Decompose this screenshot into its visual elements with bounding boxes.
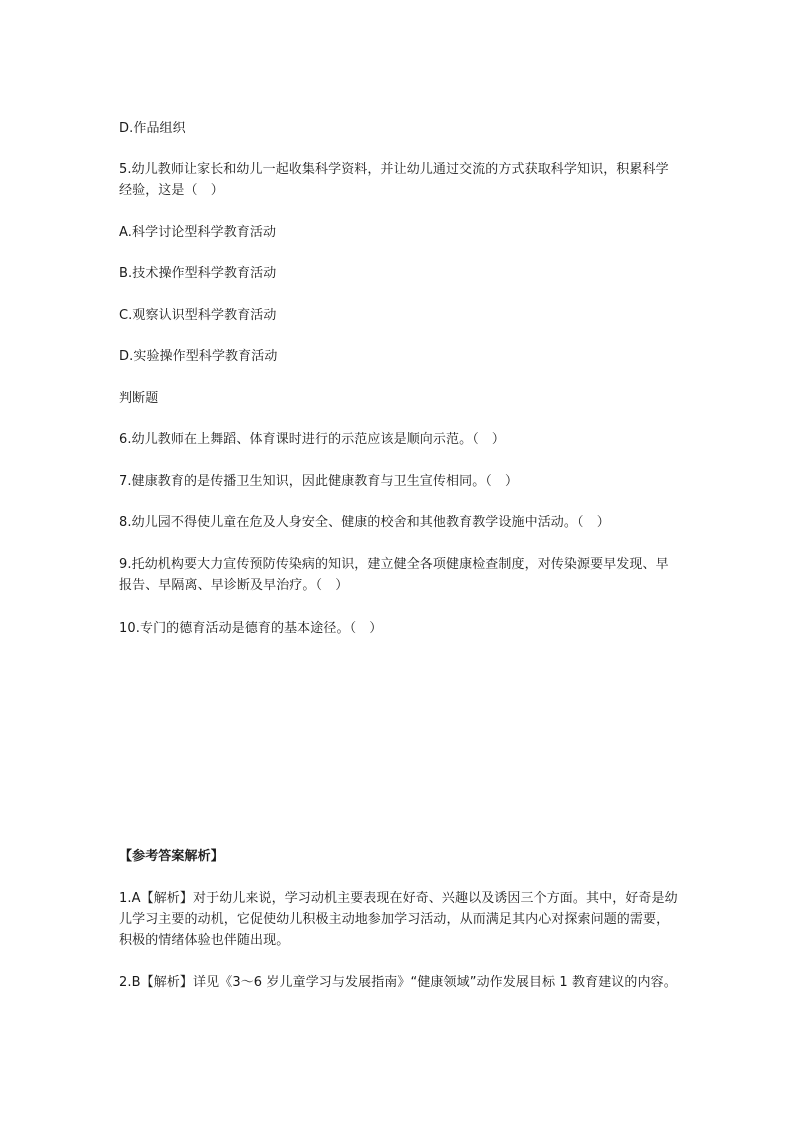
q9-text: 9.托幼机构要大力宣传预防传染病的知识，建立健全各项健康检查制度，对传染源要早发现、早报告、早隔离、早诊断及早治疗。（ ） xyxy=(119,557,669,593)
q4-option-d: D.作品组织 xyxy=(119,121,186,136)
q5-option-b: B.技术操作型科学教育活动 xyxy=(119,266,277,281)
q8-text: 8.幼儿园不得使儿童在危及人身安全、健康的校舍和其他教育教学设施中活动。（ ） xyxy=(119,515,610,530)
q5-option-d: D.实验操作型科学教育活动 xyxy=(119,349,278,364)
judgment-heading: 判断题 xyxy=(119,391,159,406)
q5-stem: 5.幼儿教师让家长和幼儿一起收集科学资料，并让幼儿通过交流的方式获取科学知识，积累科学经验，这是（ ） xyxy=(119,162,669,198)
answer-1: 1.A【解析】对于幼儿来说，学习动机主要表现在好奇、兴趣以及诱因三个方面。其中，好奇是幼儿学习主要的动机，它促使幼儿积极主动地参加学习活动，从而满足其内心对探索问题的需要，积极的情绪体验也伴随出现。 xyxy=(119,891,678,948)
q10-text: 10.专门的德育活动是德育的基本途径。（ ） xyxy=(119,621,383,636)
q5-option-a: A.科学讨论型科学教育活动 xyxy=(119,225,277,240)
q7-text: 7.健康教育的是传播卫生知识，因此健康教育与卫生宣传相同。（ ） xyxy=(119,474,519,489)
q6-text: 6.幼儿教师在上舞蹈、体育课时进行的示范应该是顺向示范。（ ） xyxy=(119,432,506,447)
q5-option-c: C.观察认识型科学教育活动 xyxy=(119,308,277,323)
answer-2: 2.B【解析】详见《3～6 岁儿童学习与发展指南》“健康领域”动作发展目标 1 教育建议的内容。 xyxy=(119,975,677,990)
answers-heading: 【参考答案解析】 xyxy=(119,849,224,864)
